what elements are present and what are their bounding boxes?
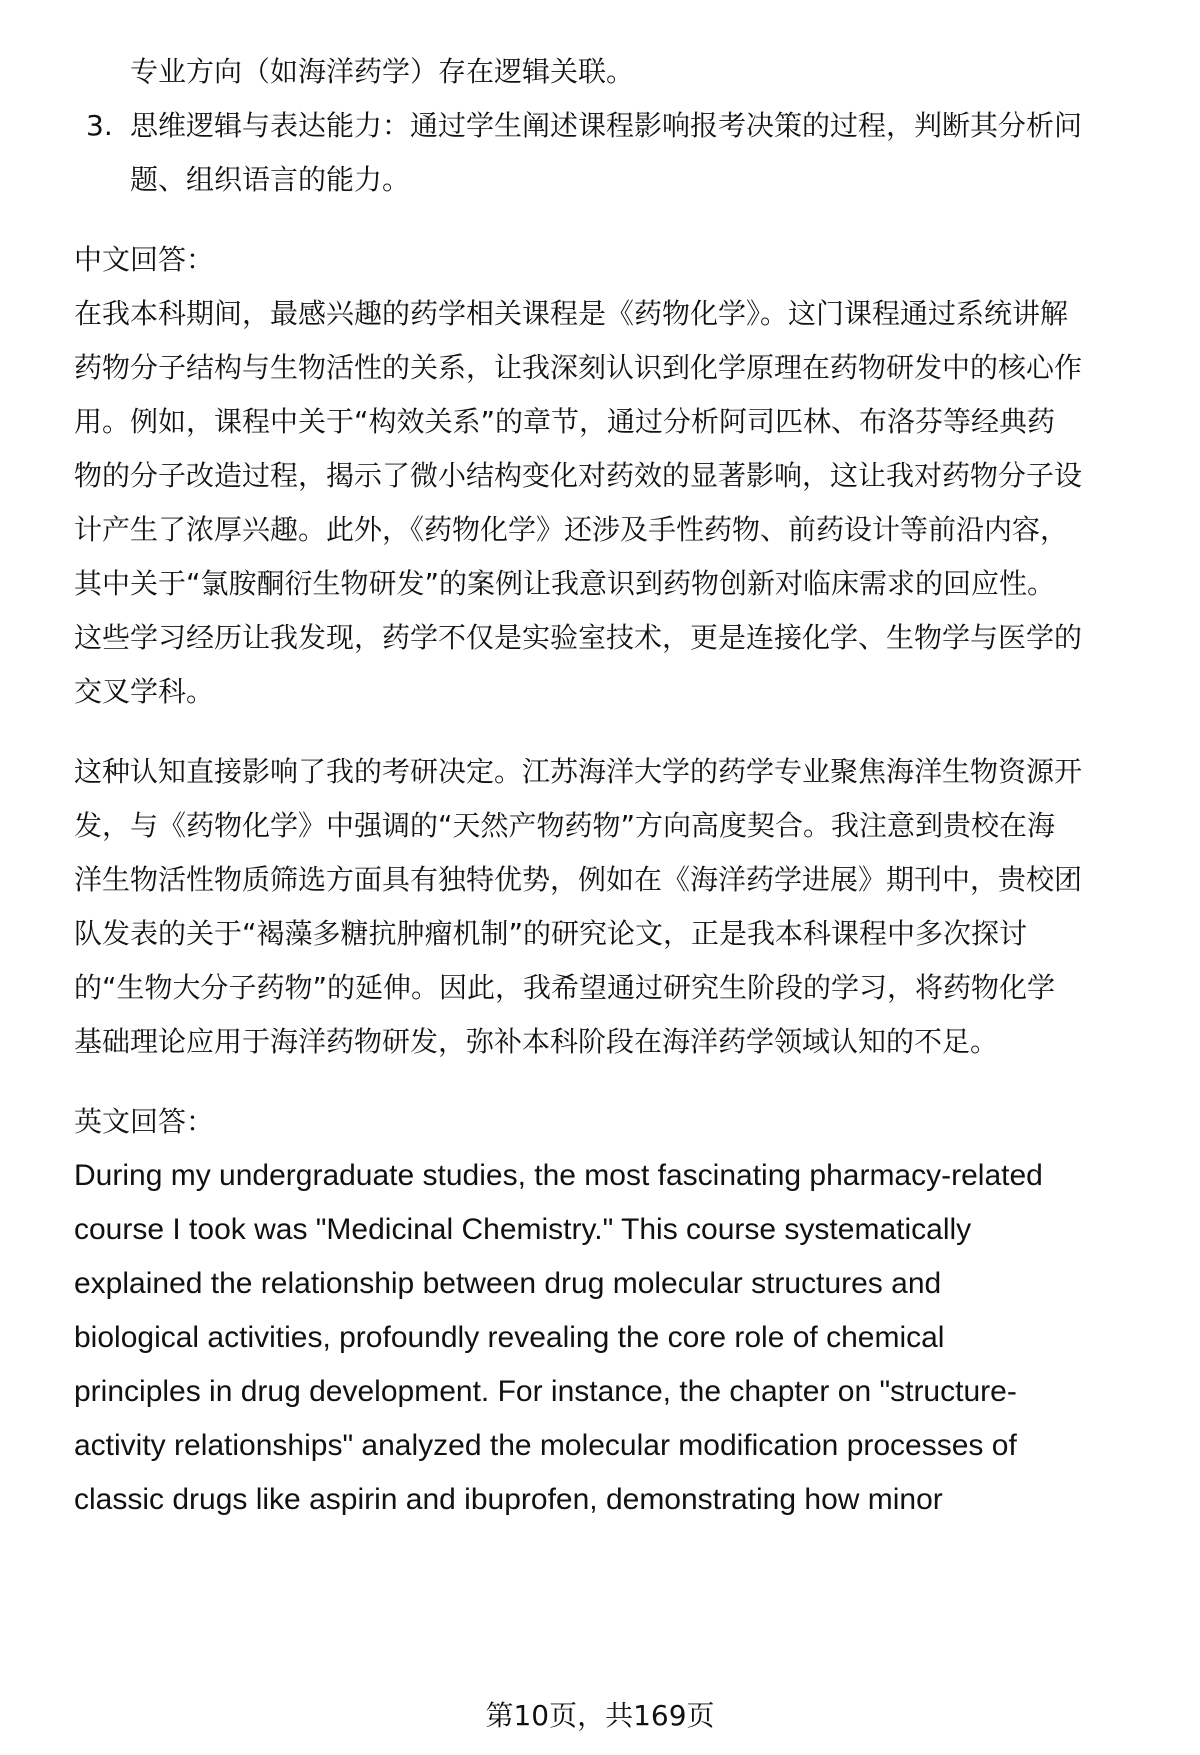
paragraph-line: 计产生了浓厚兴趣。此外，《药物化学》还涉及手性药物、前药设计等前沿内容， xyxy=(74,513,1069,546)
paragraph-line: 交叉学科。 xyxy=(74,675,215,708)
paragraph-line: 发，与《药物化学》中强调的“天然产物药物”方向高度契合。我注意到贵校在海 xyxy=(74,809,1056,842)
chinese-answer-heading: 中文回答： xyxy=(74,243,215,276)
paragraph-line: 在我本科期间，最感兴趣的药学相关课程是《药物化学》。这门课程通过系统讲解 xyxy=(74,297,1069,330)
english-answer-heading: 英文回答： xyxy=(74,1105,215,1138)
list-item-3 xyxy=(86,106,1200,146)
paragraph-line: 用。例如，课程中关于“构效关系”的章节，通过分析阿司匹林、布洛芬等经典药 xyxy=(74,405,1056,438)
paragraph-line: 这种认知直接影响了我的考研决定。江苏海洋大学的药学专业聚焦海洋生物资源开 xyxy=(74,755,1083,788)
paragraph-line: During my undergraduate studies, the most fascinating pharmacy-related xyxy=(74,1159,1043,1192)
paragraph-line: activity relationships" analyzed the molecular modification processes of xyxy=(74,1429,1017,1462)
paragraph-line: principles in drug development. For instance, the chapter on "structure- xyxy=(74,1375,1017,1408)
paragraph-line: 洋生物活性物质筛选方面具有独特优势，例如在《海洋药学进展》期刊中，贵校团 xyxy=(74,863,1083,896)
paragraph-line: 其中关于“氯胺酮衍生物研发”的案例让我意识到药物创新对临床需求的回应性。 xyxy=(74,567,1056,600)
paragraph-line: 的“生物大分子药物”的延伸。因此，我希望通过研究生阶段的学习，将药物化学 xyxy=(74,971,1056,1004)
paragraph-line: 基础理论应用于海洋药物研发，弥补本科阶段在海洋药学领域认知的不足。 xyxy=(74,1025,999,1058)
list-item-text: 思维逻辑与表达能力：通过学生阐述课程影响报考决策的过程，判断其分析问 xyxy=(130,109,1083,142)
list-item-3-line-2: 题、组织语言的能力。 xyxy=(130,163,411,196)
list-number: 3. xyxy=(86,109,113,142)
page-footer: 第10页，共169页 xyxy=(485,1699,715,1732)
list-item-continuation: 专业方向（如海洋药学）存在逻辑关联。 xyxy=(130,55,635,88)
paragraph-line: 这些学习经历让我发现，药学不仅是实验室技术，更是连接化学、生物学与医学的 xyxy=(74,621,1083,654)
paragraph-line: biological activities, profoundly revealing the core role of chemical xyxy=(74,1321,945,1354)
paragraph-line: explained the relationship between drug molecular structures and xyxy=(74,1267,942,1300)
paragraph-line: course I took was "Medicinal Chemistry." This course systematically xyxy=(74,1213,972,1246)
paragraph-line: 物的分子改造过程，揭示了微小结构变化对药效的显著影响，这让我对药物分子设 xyxy=(74,459,1083,492)
paragraph-line: 药物分子结构与生物活性的关系，让我深刻认识到化学原理在药物研发中的核心作 xyxy=(74,351,1083,384)
paragraph-line: 队发表的关于“褐藻多糖抗肿瘤机制”的研究论文，正是我本科课程中多次探讨 xyxy=(74,917,1028,950)
paragraph-line: classic drugs like aspirin and ibuprofen, demonstrating how minor xyxy=(74,1483,943,1516)
